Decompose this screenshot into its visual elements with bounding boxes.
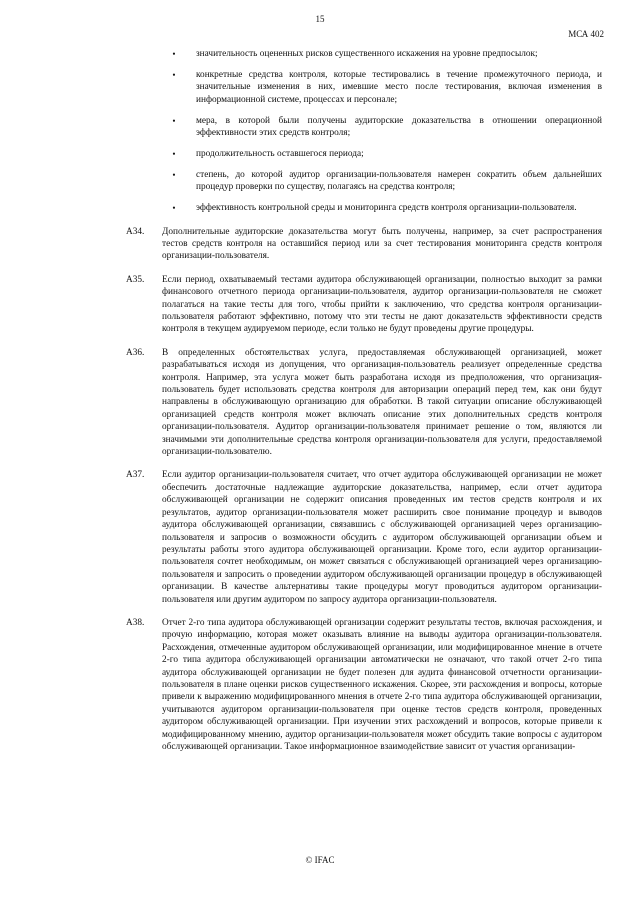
list-item-text: конкретные средства контроля, которые тестировались в течение промежуточного периода, и значительные изменения в них, имевшие место после тестирования, включая изменения в информационной системе, процессах и персонале; [196, 69, 602, 105]
bullet-icon: • [172, 203, 176, 214]
paragraph-a36 [126, 347, 602, 459]
list-item [126, 202, 602, 214]
paragraph-text: Дополнительные аудиторские доказательства могут быть получены, например, за счет распространения тестов средств контроля на оставшийся период или за счет тестирования мониторинга средств контроля организации-пользователя. [162, 226, 602, 262]
paragraph-number: A34. [126, 226, 145, 237]
paragraph-text: Если период, охватываемый тестами аудитора обслуживающей организации, полностью выходит за рамки финансового отчетного периода организации-пользователя, аудитор организации-пользователя не сможет полагаться на такие тесты для того, чтобы прийти к заключению, что средства контроля организации-пользователя работают эффективно, потому что эти тесты не дают доказательств эффективности средств контроля в текущем аудируемом периоде, если только не будут проведены другие процедуры. [162, 274, 602, 335]
list-item [126, 115, 602, 140]
list-item [126, 48, 602, 60]
paragraph-text: Если аудитор организации-пользователя считает, что отчет аудитора обслуживающей организации не может обеспечить достаточные надлежащие аудиторские доказательства, например, если отчет аудитора обслуживающей организации не содержит описания проведенных им тестов средств контроля и их результатов, аудитор организации-пользователя может расширить свое понимание процедур и выводов аудитора обслуживающей организации, связавшись с обслуживающей организацией через организацию-пользователя и запросив о возможности обсудить с аудитором обслуживающей организации объем и результаты работы этого аудитора обслуживающей организации. Кроме того, если аудитор организации-пользователя сочтет необходимым, он может связаться с обслуживающей организацией через организацию-пользователя и запросить о проведении аудитором обслуживающей организации процедур в обслуживающей организации. В качестве альтернативы такие процедуры могут проводиться аудитором организации-пользователя или другим аудитором по запросу аудитора организации-пользователя. [162, 470, 602, 605]
paragraph-number: A36. [126, 347, 145, 358]
document-code: МСА 402 [568, 29, 604, 39]
list-item-text: продолжительность оставшегося периода; [196, 148, 364, 159]
list-item-text: степень, до которой аудитор организации-пользователя намерен сократить объем дальнейших процедур проверки по существу, полагаясь на средства контроля; [196, 169, 602, 193]
page-footer: © IFAC [305, 855, 335, 865]
paragraph-a37 [126, 469, 602, 605]
list-item [126, 169, 602, 194]
page-number: 15 [315, 14, 325, 24]
list-item-text: эффективность контрольной среды и мониторинга средств контроля организации-пользователя. [196, 203, 577, 214]
paragraph-a34 [126, 226, 602, 263]
paragraph-number: A37. [126, 470, 145, 481]
paragraph-text: Отчет 2-го типа аудитора обслуживающей организации содержит результаты тестов, включая расхождения, и прочую информацию, которая может оказывать влияние на выводы аудитора организации-пользователя. Расхождения, отмеченные аудитором обслуживающей организации, или модифицированное мнение в отчете 2-го типа аудитора обслуживающей организации автоматически не означают, что такой отчет 2-го типа аудитора обслуживающей организации не будет полезен для аудита финансовой отчетности организации-пользователя в плане оценки рисков существенного искажения. Скорее, эти расхождения и вопросы, которые привели к выражению модифицированного мнения в отчете 2-го типа аудитора обслуживающей организации, учитываются аудитором организации-пользователя при оценке тестов средств контроля, проведенных аудитором обслуживающей организации. При изучении этих расхождений и вопросов, которые привели к модифицированному мнению, аудитор организации-пользователя может обсудить такие вопросы с аудитором обслуживающей организации. Такое информационное взаимодействие зависит от участия организации- [162, 617, 602, 752]
list-item [126, 148, 602, 160]
paragraph-text: В определенных обстоятельствах услуга, предоставляемая обслуживающей организацией, может разрабатываться исходя из допущения, что организация-пользователь реализует определенные средства контроля. Например, эта услуга может быть разработана исходя из предположения, что организация-пользователь будет использовать средства контроля для авторизации операций перед тем, как они будут направлены в обслуживающую организацию для обработки. В такой ситуации описание обслуживающей организацией средств контроля может включать описание этих дополнительных средств контроля организации-пользователя. Аудитор организации-пользователя принимает решение о том, являются ли значимыми эти дополнительные средства контроля организации-пользователя для услуги, предоставляемой организации-пользователю. [162, 347, 602, 458]
list-item-text: мера, в которой были получены аудиторские доказательства в отношении операционной эффективности этих средств контроля; [196, 115, 602, 139]
paragraph-a38 [126, 617, 602, 753]
page-content [126, 48, 602, 753]
list-item-text: значительность оцененных рисков существенного искажения на уровне предпосылок; [196, 49, 538, 59]
paragraph-a35 [126, 274, 602, 336]
bullet-icon: • [172, 148, 176, 159]
bullet-icon: • [172, 169, 176, 180]
paragraph-number: A38. [126, 617, 145, 628]
bullet-icon: • [172, 49, 176, 59]
bullet-icon: • [172, 69, 176, 80]
list-item [126, 69, 602, 106]
paragraph-number: A35. [126, 274, 145, 285]
bullet-icon: • [172, 115, 176, 126]
